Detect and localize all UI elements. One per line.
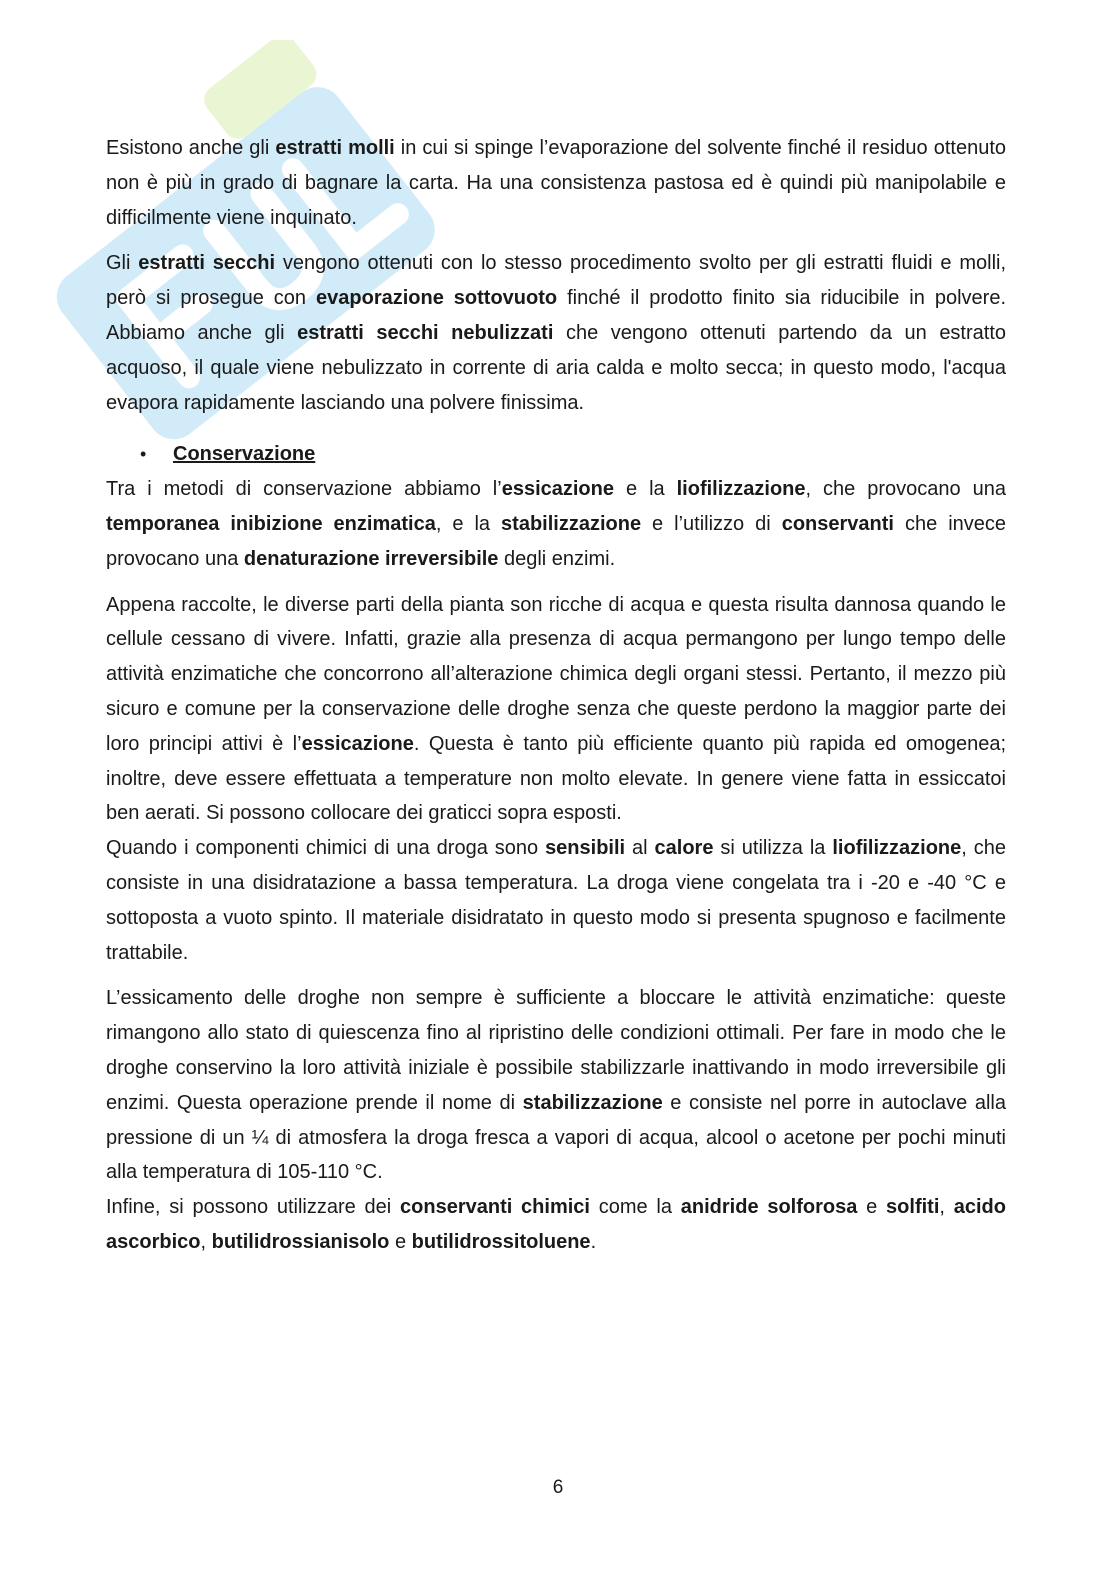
text-segment: , che provocano una	[805, 478, 1006, 501]
bold-term: conservanti chimici	[400, 1196, 590, 1219]
bold-term: solfiti	[886, 1196, 940, 1219]
bold-term: stabilizzazione	[501, 512, 642, 535]
text-segment: L’essicamento delle droghe non sempre è sufficiente a bloccare le attività enzimatiche: queste rimangono allo stato di quiescenza fino al ripristino delle condizioni ottimali. Per fare in modo che le droghe conservino la loro attività iniziale è possibile stabilizzarle inattivando in modo irreversibile gli enzimi. Questa operazione prende il nome di	[106, 987, 1006, 1114]
page-number: 6	[552, 1477, 564, 1498]
bold-term: anidride solforosa	[680, 1196, 858, 1219]
text-segment: , e la	[435, 512, 502, 535]
text-segment: vengono ottenuti con lo stesso procedimento svolto per gli estratti fluidi e molli, però si prosegue con	[106, 252, 1007, 310]
text-segment: ,	[200, 1230, 212, 1253]
bold-term: estratti secchi	[138, 252, 276, 275]
text-segment: che invece provocano una	[106, 512, 1007, 570]
bold-term: sensibili	[545, 837, 626, 860]
section-heading	[106, 437, 1006, 472]
bold-term: essicazione	[501, 478, 614, 501]
bold-term: essicazione	[301, 732, 414, 755]
text-segment: come la	[589, 1196, 681, 1219]
bold-term: estratti secchi nebulizzati	[297, 321, 554, 344]
text-segment: Tra i metodi di conservazione abbiamo l’	[106, 478, 502, 501]
text-segment: .	[590, 1230, 597, 1253]
paragraph-estratti-molli	[106, 131, 1006, 235]
text-segment: al	[625, 837, 655, 860]
text-segment: e l’utilizzo di	[641, 512, 782, 535]
text-segment: ,	[939, 1196, 954, 1219]
text-segment: Appena raccolte, le diverse parti della pianta son ricche di acqua e questa risulta dannosa quando le cellule cessano di vivere. Infatti, grazie alla presenza di acqua permangono per lungo tempo delle attività enzimatiche che concorrono all’alterazione chimica degli organi stessi. Pertanto, il mezzo più sicuro e comune per la conservazione delle droghe senza che queste perdono la maggior parte dei loro principi attivi è l’	[106, 593, 1006, 755]
bold-term: conservanti	[781, 512, 894, 535]
text-segment: che vengono ottenuti partendo da un estratto acquoso, il quale viene nebulizzato in corrente di aria calda e molto secca; in questo modo, l'acqua evapora rapidamente lasciando una polvere finissima.	[106, 321, 1007, 414]
text-segment: , che consiste in una disidratazione a bassa temperatura. La droga viene congelata tra i -20 e -40 °C e sottoposta a vuoto spinto. Il materiale disidratato in questo modo si presenta spugnoso e facilmente trattabile.	[106, 837, 1007, 964]
bold-term: acido ascorbico	[106, 1196, 1006, 1253]
bullet-icon: •	[140, 444, 147, 465]
bold-term: estratti molli	[275, 137, 395, 159]
text-segment: in cui si spinge l’evaporazione del solvente finché il residuo ottenuto non è più in grado di bagnare la carta. Ha una consistenza pastosa ed è quindi più manipolabile e difficilmente viene inquinato.	[106, 137, 1006, 229]
section-title: Conservazione	[173, 443, 316, 466]
bold-term: butilidrossitoluene	[411, 1230, 591, 1253]
bold-term: liofilizzazione	[832, 837, 962, 860]
text-segment: finché il prodotto finito sia riducibile in polvere. Abbiamo anche gli	[106, 287, 1006, 344]
text-segment: si utilizza la	[713, 837, 833, 860]
text-segment: . Questa è tanto più efficiente quanto più rapida ed omogenea; inoltre, deve essere effettuata a temperature non molto elevate. In genere viene fatta in essiccatoi ben aerati. Si possono collocare dei graticci sopra esposti.	[106, 732, 1006, 825]
text-segment: Esistono anche gli	[106, 137, 276, 159]
text-segment: e consiste nel porre in autoclave alla pressione di un ¼ di atmosfera la droga fresca a vapori di acqua, alcool o acetone per pochi minuti alla temperatura di 105-110 °C.	[106, 1091, 1006, 1184]
bold-term: stabilizzazione	[522, 1091, 663, 1114]
text-segment: e la	[614, 478, 677, 501]
paragraph-metodi-conservazione	[106, 472, 1006, 576]
text-segment: e	[389, 1230, 412, 1253]
paragraph-estratti-secchi	[106, 246, 1006, 420]
bold-term: liofilizzazione	[676, 478, 806, 501]
bold-term: calore	[654, 837, 714, 860]
text-segment: degli enzimi.	[498, 547, 616, 570]
bold-term: evaporazione sottovuoto	[316, 287, 558, 310]
document-body	[106, 131, 1006, 1260]
paragraph-conservanti-chimici	[106, 1190, 1006, 1260]
bold-term: butilidrossianisolo	[211, 1230, 390, 1253]
bold-term: temporanea inibizione enzimatica	[106, 512, 436, 535]
text-segment: Quando i componenti chimici di una droga sono	[106, 837, 546, 860]
bold-term: denaturazione irreversibile	[243, 547, 499, 570]
paragraph-essicazione	[106, 588, 1006, 832]
text-segment: e	[857, 1196, 887, 1219]
text-segment: Infine, si possono utilizzare dei	[106, 1196, 401, 1219]
paragraph-liofilizzazione	[106, 831, 1006, 970]
paragraph-stabilizzazione	[106, 981, 1006, 1190]
text-segment: Gli	[106, 252, 139, 275]
